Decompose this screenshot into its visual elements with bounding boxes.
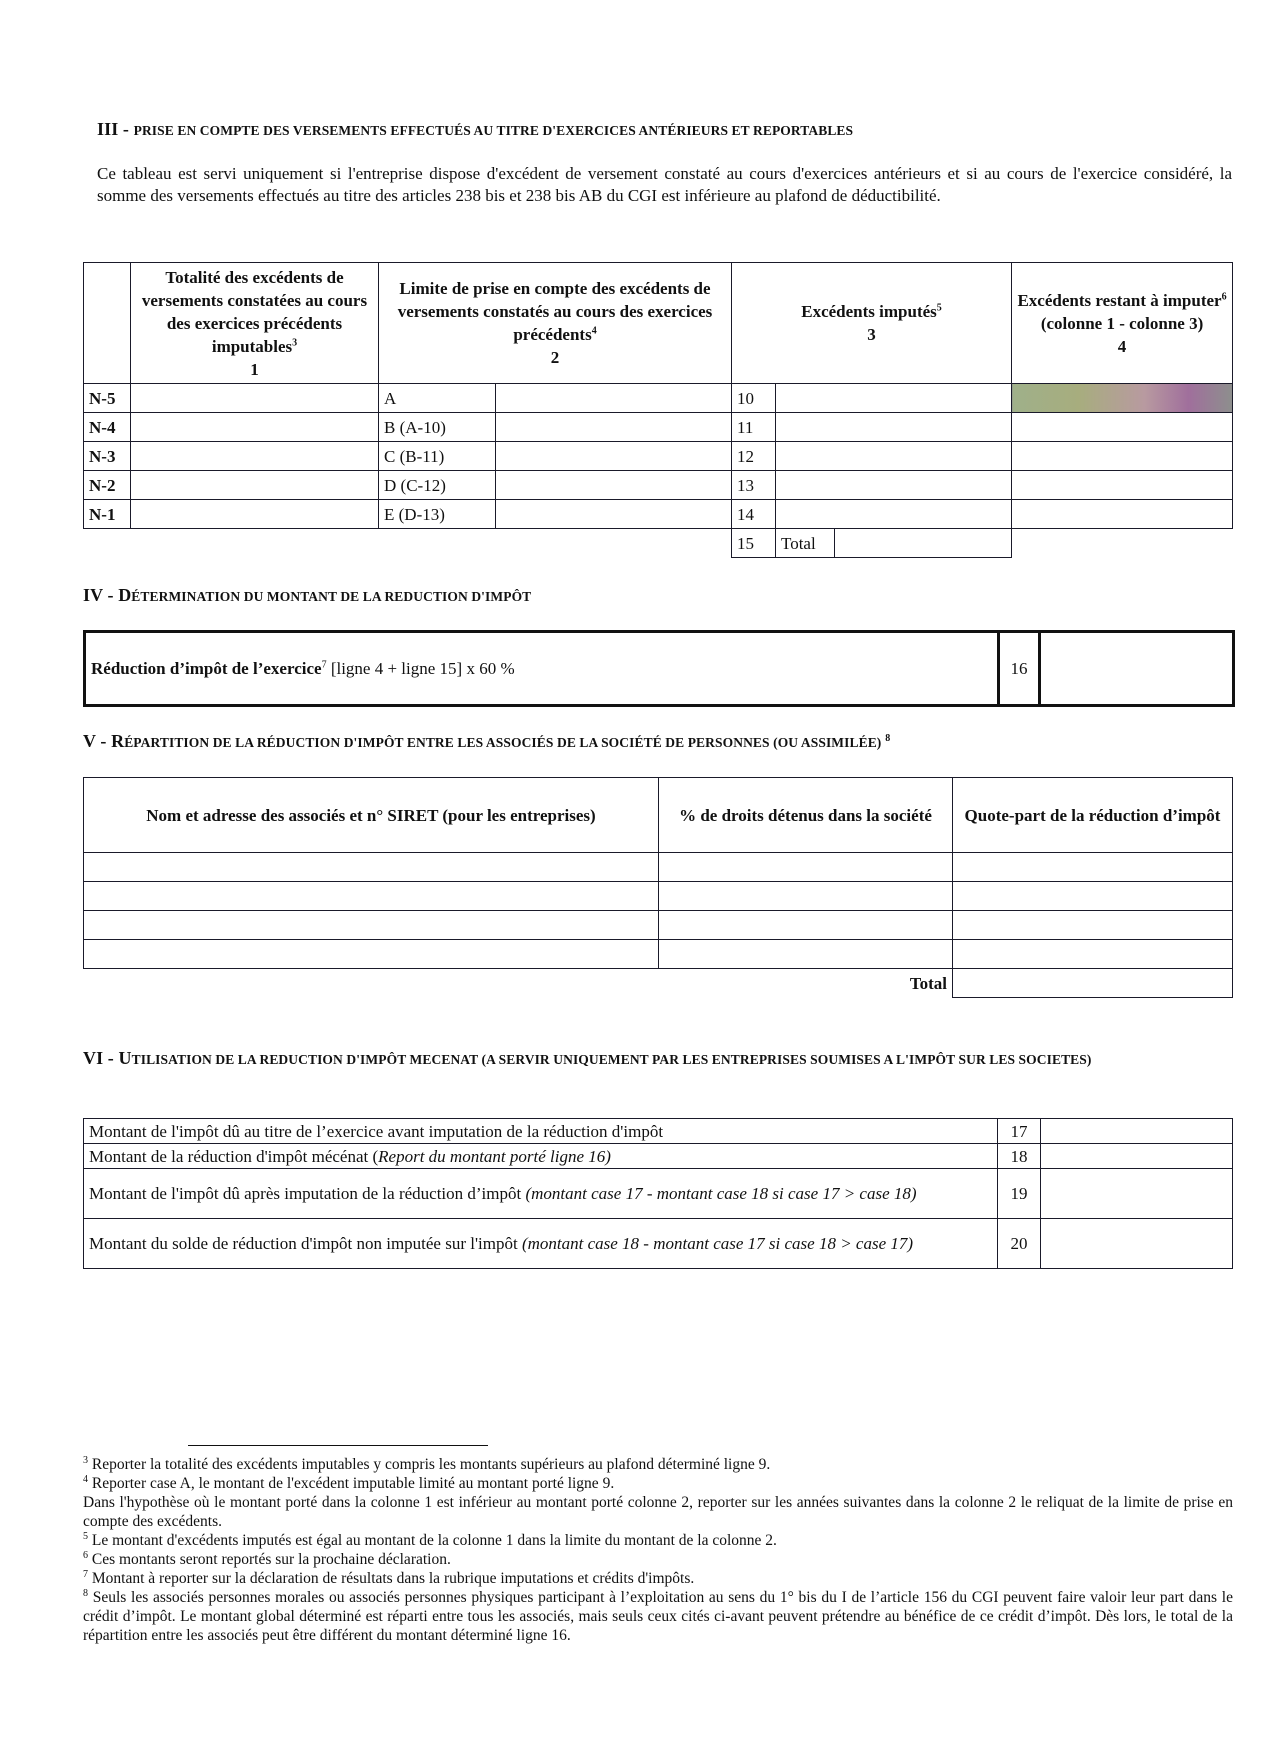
col1-input[interactable] [131, 384, 379, 413]
total-input[interactable] [835, 529, 1012, 558]
line-number: 16 [999, 632, 1040, 706]
table-row [84, 882, 1233, 911]
footnote-3: $^3$ Reporter la totalité des excédents imputables y compris les montants supérieurs au plafond déterminé ligne 9. [83, 1454, 771, 1473]
col1-input[interactable] [131, 500, 379, 529]
partners-table [83, 777, 1233, 998]
reduction-value-input[interactable] [1040, 632, 1234, 706]
remaining-input[interactable] [1012, 500, 1233, 529]
table-row [84, 853, 1233, 882]
limit-label: C (B-11) [379, 442, 496, 471]
remaining-input[interactable] [1012, 413, 1233, 442]
limit-label: B (A-10) [379, 413, 496, 442]
table-row [84, 911, 1233, 940]
header-col2: Limite de prise en compte des excédents de versements constatés au cours des exercices précédents$^4$ 2 [379, 263, 732, 384]
footnote-4-continued: Dans l'hypothèse où le montant porté dans la colonne 1 est inférieur au montant porté colonne 2, reporter sur les années suivantes dans la colonne 2 le reliquat de la limite de prise en compte des excédents. [83, 1494, 1233, 1530]
line-number: 20 [998, 1219, 1041, 1269]
partner-name-input[interactable] [84, 940, 659, 969]
row-label: Montant de la réduction d'impôt mécénat (Report du montant porté ligne 16) [84, 1144, 998, 1169]
footnote-4: $^4$ Reporter case A, le montant de l'excédent imputable limité au montant porté ligne 9. [83, 1473, 615, 1492]
footnote-5: $^5$ Le montant d'excédents imputés est égal au montant de la colonne 1 dans la limite du montant de la colonne 2. [83, 1530, 777, 1549]
year-label: N-3 [84, 442, 131, 471]
section-3-number: III - [97, 119, 134, 139]
imputed-input[interactable] [776, 384, 1012, 413]
total-row [84, 969, 1233, 998]
percent-input[interactable] [659, 911, 953, 940]
section-5-title: V - RÉPARTITION DE LA RÉDUCTION D'IMPÔT ENTRE LES ASSOCIÉS DE LA SOCIÉTÉ DE PERSONNES (OU ASSIMILÉE) $^8$ [83, 731, 891, 751]
imputed-input[interactable] [776, 471, 1012, 500]
spacer [84, 529, 732, 558]
year-label: N-2 [84, 471, 131, 500]
partner-name-input[interactable] [84, 911, 659, 940]
mecenat-table [83, 1118, 1233, 1269]
footnote-7: $^7$ Montant à reporter sur la déclaration de résultats dans la rubrique imputations et crédits d'impôts. [83, 1568, 695, 1587]
header-partner-name: Nom et adresse des associés et n° SIRET (pour les entreprises) [84, 778, 659, 853]
value-input[interactable] [1041, 1219, 1233, 1269]
table-row [84, 413, 1233, 442]
limit-label: A [379, 384, 496, 413]
line-number: 17 [998, 1119, 1041, 1144]
section-3-title [97, 118, 1227, 142]
line-number: 10 [732, 384, 776, 413]
line-number: 12 [732, 442, 776, 471]
percent-input[interactable] [659, 853, 953, 882]
spacer [1012, 529, 1233, 558]
table-row [84, 384, 1233, 413]
line-number: 11 [732, 413, 776, 442]
share-input[interactable] [953, 882, 1233, 911]
percent-input[interactable] [659, 882, 953, 911]
table-row [84, 940, 1233, 969]
line-number: 18 [998, 1144, 1041, 1169]
col1-input[interactable] [131, 471, 379, 500]
table-row [84, 1219, 1233, 1269]
header-col3: Excédents imputés$^5$ 3 [732, 263, 1012, 384]
share-input[interactable] [953, 853, 1233, 882]
section-4-title: IV - DÉTERMINATION DU MONTANT DE LA REDUCTION D'IMPÔT [83, 585, 532, 605]
row-label: Montant de l'impôt dû après imputation de la réduction d’impôt (montant case 17 - montant case 18 si case 17 > case 18) [84, 1169, 998, 1219]
imputed-input[interactable] [776, 500, 1012, 529]
limit-input[interactable] [496, 442, 732, 471]
table-row [84, 1119, 1233, 1144]
carryforward-table [83, 262, 1233, 558]
section-3-intro: Ce tableau est servi uniquement si l'entreprise dispose d'excédent de versement constaté au cours d'exercices antérieurs et si au cours de l'exercice considéré, la somme des versements effectués au titre des articles 238 bis et 238 bis AB du CGI est inférieure au plafond de déductibilité. [97, 164, 1232, 205]
line-number: 19 [998, 1169, 1041, 1219]
reduction-label: Réduction d’impôt de l’exercice$^7$ [ligne 4 + ligne 15] x 60 % [85, 632, 999, 706]
imputed-input[interactable] [776, 413, 1012, 442]
col1-input[interactable] [131, 442, 379, 471]
remaining-input[interactable] [1012, 442, 1233, 471]
section-3-title-text: PRISE EN COMPTE DES VERSEMENTS EFFECTUÉS AU TITRE D'EXERCICES ANTÉRIEURS ET REPORTABLES [133, 123, 854, 138]
row-label: Montant de l'impôt dû au titre de l’exercice avant imputation de la réduction d'impôt [84, 1119, 998, 1144]
col1-input[interactable] [131, 413, 379, 442]
spacer [84, 969, 659, 998]
table-row [84, 500, 1233, 529]
table-header-row [84, 263, 1233, 384]
total-label: Total [909, 973, 947, 993]
header-empty [84, 263, 131, 384]
total-share-input[interactable] [953, 969, 1233, 998]
partner-name-input[interactable] [84, 853, 659, 882]
imputed-input[interactable] [776, 442, 1012, 471]
table-row [84, 442, 1233, 471]
percent-input[interactable] [659, 940, 953, 969]
footnote-6: $^6$ Ces montants seront reportés sur la prochaine déclaration. [83, 1549, 451, 1568]
year-label: N-5 [84, 384, 131, 413]
limit-input[interactable] [496, 500, 732, 529]
footnote-divider [188, 1445, 488, 1446]
limit-label: D (C-12) [379, 471, 496, 500]
year-label: N-4 [84, 413, 131, 442]
total-label: Total [776, 529, 835, 558]
line-number: 13 [732, 471, 776, 500]
header-col1: Totalité des excédents de versements constatées au cours des exercices précédents imputables$^3$ 1 [131, 263, 379, 384]
line-number: 15 [732, 529, 776, 558]
value-input[interactable] [1041, 1169, 1233, 1219]
header-percent: % de droits détenus dans la société [659, 778, 953, 853]
limit-input[interactable] [496, 471, 732, 500]
footnote-8: $^8$ Seuls les associés personnes morales ou associés personnes physiques participant à l’exploitation au sens du 1° bis du I de l’article 156 du CGI peuvent faire valoir leur part dans le crédit d’impôt. Le montant global déterminé est réparti entre tous les associés, mais seuls ceux cités ci-avant peuvent prétendre au bénéfice de ce crédit d’impôt. Dès lors, le total de la répartition entre les associés peut être différent du montant déterminé ligne 16. [83, 1587, 1233, 1644]
value-input[interactable] [1041, 1144, 1233, 1169]
share-input[interactable] [953, 911, 1233, 940]
limit-input[interactable] [496, 413, 732, 442]
table-row [84, 471, 1233, 500]
section-6-title: VI - UTILISATION DE LA REDUCTION D'IMPÔT MECENAT (A SERVIR UNIQUEMENT PAR LES ENTREPRISES SOUMISES A L'IMPÔT SUR LES SOCIETES) [83, 1048, 1092, 1068]
remaining-input[interactable] [1012, 471, 1233, 500]
limit-label: E (D-13) [379, 500, 496, 529]
partner-name-input[interactable] [84, 882, 659, 911]
header-col4: Excédents restant à imputer$^6$ (colonne 1 - colonne 3) 4 [1012, 263, 1233, 384]
table-row [84, 1144, 1233, 1169]
value-input[interactable] [1041, 1119, 1233, 1144]
header-share: Quote-part de la réduction d’impôt [953, 778, 1233, 853]
remaining-shaded-cell [1012, 384, 1233, 413]
row-label: Montant du solde de réduction d'impôt non imputée sur l'impôt (montant case 18 - montant case 17 si case 18 > case 17) [84, 1219, 998, 1269]
table-row [84, 1169, 1233, 1219]
limit-input[interactable] [496, 384, 732, 413]
reduction-table [83, 630, 1235, 707]
line-number: 14 [732, 500, 776, 529]
total-row [84, 529, 1233, 558]
footnotes [83, 1455, 1233, 1645]
year-label: N-1 [84, 500, 131, 529]
share-input[interactable] [953, 940, 1233, 969]
